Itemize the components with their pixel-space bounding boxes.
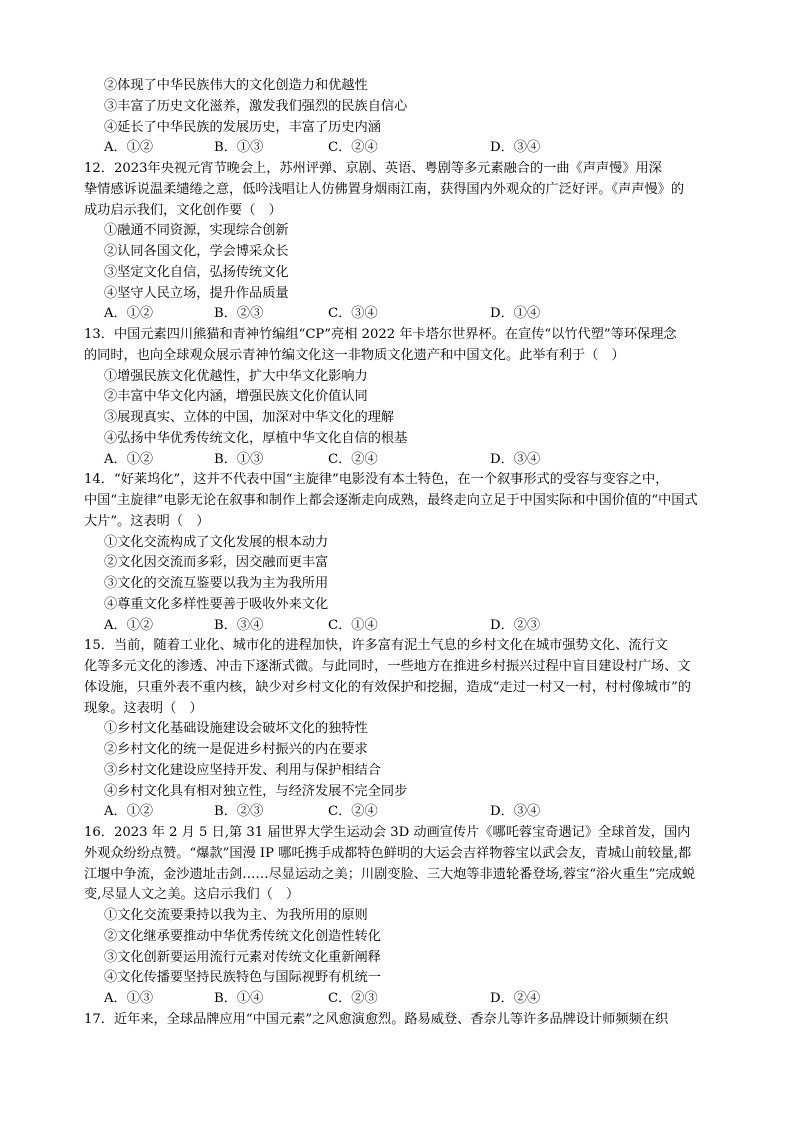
- option-statement: ①文化交流要秉持以我为主、为我所用的原则: [104, 908, 368, 923]
- question-text-line: 化等多元文化的渗透、冲击下逐渐式微。与此同时，一些地方在推进乡村振兴过程中盲目建设村广场、文: [84, 659, 691, 674]
- option-statement: ④尊重文化多样性要善于吸收外来文化: [104, 596, 329, 612]
- option-statement: ③乡村文化建设应坚持开发、利用与保护相结合: [104, 762, 381, 778]
- answer-choice: A．①②: [104, 140, 154, 156]
- answer-choice: A．①②: [104, 306, 154, 322]
- option-statement: ①增强民族文化优越性，扩大中华文化影响力: [104, 368, 368, 384]
- question-text-line: 的同时，也向全球观众展示青神竹编文化这一非物质文化遗产和中国文化。此举有利于（ ）: [84, 347, 625, 363]
- option-statement: ④坚守人民立场，提升作品质量: [104, 285, 289, 301]
- question-text-line: 体设施，只重外表不重内核，缺少对乡村文化的有效保护和挖掘，造成“走过一村又一村，村村像城市”的: [84, 679, 691, 695]
- question-text-line: 中国“主旋律”电影无论在叙事和制作上都会逐渐走向成熟，最终走向立足于中国实际和中国价值的“中国式: [84, 493, 698, 508]
- option-statement: ④延长了中华民族的发展历史，丰富了历史内涵: [104, 119, 381, 135]
- answer-choice: D．③④: [490, 804, 541, 820]
- question-text-line: 江堰中争流，金沙遗址击剑……尽显运动之美；川剧变脸、三大炮等非遗轮番登场,蓉宝“浴火重生”完成蜕: [84, 866, 696, 882]
- option-statement: ④文化传播要坚持民族特色与国际视野有机统一: [104, 970, 381, 986]
- question-text-line: 17．近年来，全球品牌应用“中国元素”之风愈演愈烈。路易威登、香奈儿等许多品牌设计师频频在织: [84, 1011, 669, 1027]
- answer-choice: C．②④: [328, 451, 378, 467]
- question-text-line: 成功启示我们，文化创作要（ ）: [84, 202, 282, 218]
- answer-choice: B．①④: [214, 991, 264, 1006]
- answer-choice: D．②④: [490, 991, 541, 1006]
- question-text-line: 12．2023年央视元宵节晚会上，苏州评弹、京剧、英语、粤剧等多元素融合的一曲《声声慢》用深: [84, 161, 662, 176]
- answer-choice: C．②④: [328, 140, 378, 156]
- question-text-line: 大片”。这表明（ ）: [84, 513, 210, 529]
- option-statement: ③文化创新要运用流行元素对传统文化重新阐释: [104, 949, 381, 965]
- answer-choice: C．②④: [328, 804, 378, 820]
- answer-choice: C．③④: [328, 306, 378, 322]
- option-statement: ④弘扬中华优秀传统文化，厚植中华文化自信的根基: [104, 430, 408, 446]
- answer-choice: B．①③: [214, 451, 264, 467]
- answer-choice: C．②③: [328, 991, 378, 1006]
- option-statement: ③展现真实、立体的中国，加深对中华文化的理解: [104, 410, 395, 425]
- answer-choice: A．①②: [104, 804, 154, 820]
- answer-choice: B．②③: [214, 804, 264, 820]
- option-statement: ①融通不同资源，实现综合创新: [104, 223, 289, 239]
- answer-choice: A．①③: [104, 991, 154, 1006]
- question-text-line: 15．当前，随着工业化、城市化的进程加快，许多富有泥土气息的乡村文化在城市强势文化、流行文: [84, 638, 668, 654]
- option-statement: ②文化因交流而多彩，因交融而更丰富: [104, 555, 329, 571]
- question-text-line: 变,尽显人文之美。这启示我们（ ）: [84, 887, 300, 903]
- option-statement: ①乡村文化基础设施建设会破坏文化的独特性: [104, 721, 368, 737]
- option-statement: ②认同各国文化，学会博采众长: [104, 244, 289, 259]
- option-statement: ②乡村文化的统一是促进乡村振兴的内在要求: [104, 742, 368, 757]
- option-statement: ②文化继承要推动中华优秀传统文化创造性转化: [104, 928, 381, 944]
- question-text-line: 14．“好莱坞化”，这并不代表中国“主旋律”电影没有本土特色，在一个叙事形式的受容与变容之中，: [84, 472, 669, 488]
- question-text-line: 外观众纷纷点赞。“爆款”国漫 IP 哪吒携手成都特色鲜明的大运会吉祥物蓉宝以武会友，青城山前较量,都: [84, 845, 692, 861]
- question-text-line: 13．中国元素四川熊猫和青神竹编组“CP”亮相 2022 年卡塔尔世界杯。在宣传“以竹代塑”等环保理念: [84, 327, 677, 342]
- option-statement: ③文化的交流互鉴要以我为主为我所用: [104, 576, 329, 591]
- answer-choice: B．③④: [214, 617, 264, 633]
- question-text-line: 16．2023 年 2 月 5 日,第 31 届世界大学生运动会 3D 动画宣传片《哪吒蓉宝奇遇记》全球首发，国内: [84, 825, 691, 840]
- answer-choice: C．①④: [328, 617, 378, 633]
- option-statement: ②丰富中华文化内涵，增强民族文化价值认同: [104, 389, 368, 405]
- option-statement: ①文化交流构成了文化发展的根本动力: [104, 534, 329, 550]
- question-text-line: 现象。这表明（ ）: [84, 700, 203, 716]
- answer-choice: D．②③: [490, 617, 541, 633]
- answer-choice: D．①④: [490, 306, 541, 322]
- question-text-line: 挚情感诉说温柔缱绻之意，低吟浅唱让人仿佛置身烟雨江南，获得国内外观众的广泛好评。《声声慢》的: [84, 181, 685, 197]
- answer-choice: A．①②: [104, 451, 154, 467]
- option-statement: ③坚定文化自信，弘扬传统文化: [104, 264, 289, 280]
- option-statement: ②体现了中华民族伟大的文化创造力和优越性: [104, 78, 368, 93]
- answer-choice: B．②③: [214, 306, 264, 322]
- answer-choice: B．①③: [214, 140, 264, 156]
- answer-choice: D．③④: [490, 451, 541, 467]
- option-statement: ③丰富了历史文化滋养，激发我们强烈的民族自信心: [104, 98, 408, 114]
- answer-choice: D．③④: [490, 140, 541, 156]
- answer-choice: A．①②: [104, 617, 154, 633]
- option-statement: ④乡村文化具有相对独立性，与经济发展不完全同步: [104, 783, 408, 799]
